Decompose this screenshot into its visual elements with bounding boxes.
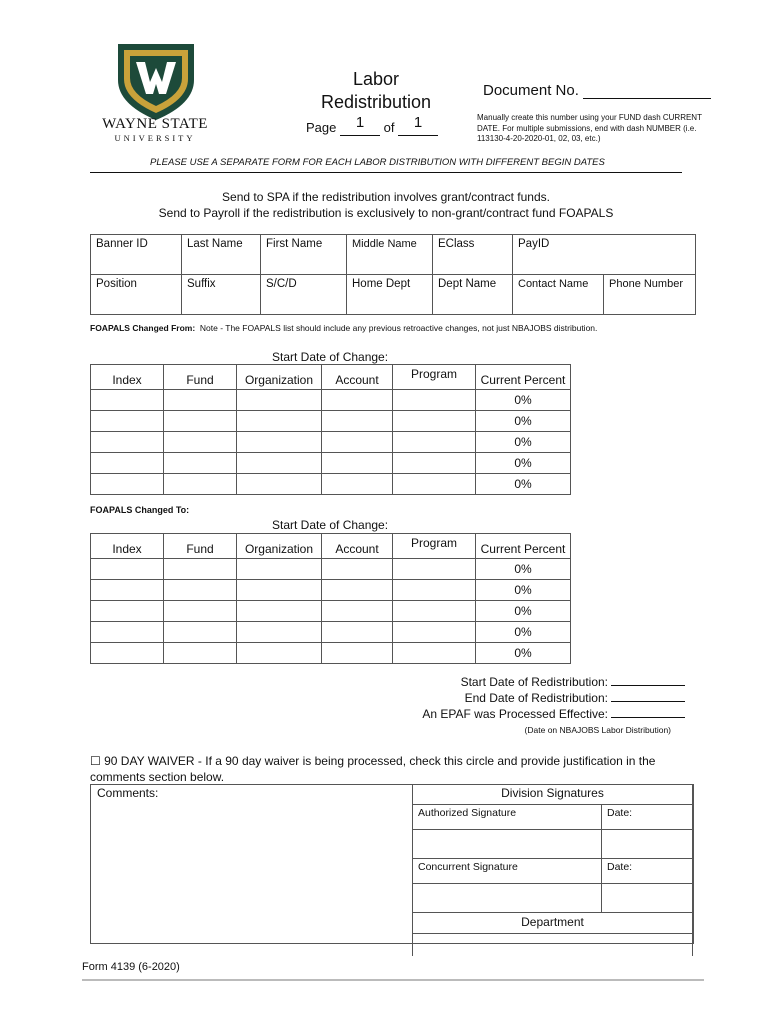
percent-cell[interactable]: 0% [476, 453, 571, 474]
field-label: Suffix [187, 278, 216, 290]
organization-cell[interactable] [237, 643, 322, 664]
percent-cell[interactable]: 0% [476, 643, 571, 664]
start-date-field[interactable] [611, 674, 685, 686]
employee-row-1 [91, 235, 696, 275]
document-number [483, 82, 711, 99]
foapals-from-table [90, 364, 571, 495]
table-row [91, 601, 571, 622]
first-name-field[interactable] [261, 235, 347, 275]
end-date-field[interactable] [611, 690, 685, 702]
epaf-label: An EPAF was Processed Effective: [422, 707, 608, 721]
department-field[interactable] [413, 934, 693, 957]
authorized-signature-label: Authorized Signature [413, 805, 602, 830]
organization-cell[interactable] [237, 622, 322, 643]
title-line-2: Redistribution [320, 92, 432, 112]
table-row [91, 474, 571, 495]
program-cell[interactable] [393, 580, 476, 601]
field-label: Contact Name [518, 278, 589, 290]
fund-cell[interactable] [164, 390, 237, 411]
division-signatures-label: Division Signatures [413, 784, 693, 805]
index-cell[interactable] [91, 601, 164, 622]
account-cell[interactable] [322, 474, 393, 495]
field-label: S/C/D [266, 278, 297, 290]
index-cell[interactable] [91, 474, 164, 495]
field-label: Banner ID [96, 238, 148, 250]
index-cell[interactable] [91, 559, 164, 580]
account-cell[interactable] [322, 453, 393, 474]
table-header [91, 534, 571, 559]
last-name-field[interactable] [182, 235, 261, 275]
foapals-from-note [90, 323, 597, 333]
epaf-date-field[interactable] [611, 706, 685, 718]
percent-cell[interactable]: 0% [476, 390, 571, 411]
authorized-date-field[interactable] [602, 830, 693, 859]
document-number-field[interactable] [583, 84, 711, 99]
page-total-field[interactable] [398, 114, 438, 136]
concurrent-date-field[interactable] [602, 884, 693, 913]
field-label: Dept Name [438, 278, 497, 290]
scd-field[interactable] [261, 275, 347, 315]
fund-cell[interactable] [164, 622, 237, 643]
eclass-field[interactable] [433, 235, 513, 275]
employee-row-2 [91, 275, 696, 315]
col-account: Account [322, 534, 393, 559]
col-program: Program [393, 534, 476, 559]
account-cell[interactable] [322, 411, 393, 432]
percent-cell[interactable]: 0% [476, 411, 571, 432]
university-name: WAYNE STATE [102, 116, 208, 132]
authorized-signature-field[interactable] [413, 830, 602, 859]
fund-cell[interactable] [164, 580, 237, 601]
university-subname: UNIVERSITY [114, 133, 196, 143]
start-date-of-change-from: Start Date of Change: [272, 350, 389, 364]
document-number-note: Manually create this number using your FUND dash CURRENT DATE. For multiple submissions, end with dash NUMBER (i.e. 113130-4-20-2020-01, 02, 03, etc.) [477, 113, 702, 143]
field-label: First Name [266, 238, 323, 250]
col-account: Account [322, 365, 393, 390]
foapals-from-label: FOAPALS Changed From: [90, 323, 196, 333]
index-cell[interactable] [91, 643, 164, 664]
table-row [91, 643, 571, 664]
table-row [91, 622, 571, 643]
field-label: Last Name [187, 238, 243, 250]
foapals-to-label: FOAPALS Changed To: [90, 505, 190, 515]
col-fund: Fund [164, 534, 237, 559]
waiver-checkbox[interactable]: ☐ [90, 754, 101, 768]
page-number: 1 [355, 114, 365, 131]
send-to-spa: Send to SPA if the redistribution involves grant/contract funds. [222, 190, 550, 204]
employee-info-table [90, 234, 696, 315]
division-header-row [413, 784, 693, 805]
table-row [91, 453, 571, 474]
foapals-note-text: Note - The FOAPALS list should include any previous retroactive changes, not just NBAJOBS distribution. [199, 323, 598, 333]
fund-cell[interactable] [164, 411, 237, 432]
document-number-label: Document No. [483, 82, 579, 99]
organization-cell[interactable] [237, 411, 322, 432]
organization-cell[interactable] [237, 474, 322, 495]
fund-cell[interactable] [164, 601, 237, 622]
field-label: Position [96, 278, 137, 290]
ninety-day-waiver [90, 753, 680, 785]
of-label: of [383, 120, 395, 135]
organization-cell[interactable] [237, 559, 322, 580]
field-label: Middle Name [352, 238, 417, 250]
program-cell[interactable] [393, 601, 476, 622]
field-label: EClass [438, 238, 475, 250]
organization-cell[interactable] [237, 580, 322, 601]
account-cell[interactable] [322, 432, 393, 453]
concurrent-date-label: Date: [602, 859, 693, 884]
table-row [91, 390, 571, 411]
start-date-row [390, 674, 685, 690]
col-current-percent: Current Percent [476, 534, 571, 559]
contact-name-field[interactable] [513, 275, 604, 315]
field-label: Phone Number [609, 278, 683, 290]
redistribution-dates [390, 674, 685, 738]
concurrent-label-row [413, 859, 693, 884]
title-line-1: Labor [352, 69, 400, 89]
organization-cell[interactable] [237, 432, 322, 453]
account-cell[interactable] [322, 601, 393, 622]
authorized-fill-row [413, 830, 693, 859]
program-cell[interactable] [393, 643, 476, 664]
start-date-of-change-to: Start Date of Change: [272, 518, 389, 532]
fund-cell[interactable] [164, 432, 237, 453]
index-cell[interactable] [91, 432, 164, 453]
program-cell[interactable] [393, 411, 476, 432]
organization-cell[interactable] [237, 453, 322, 474]
program-cell[interactable] [393, 390, 476, 411]
account-cell[interactable] [322, 643, 393, 664]
phone-number-field[interactable] [604, 275, 696, 315]
account-cell[interactable] [322, 622, 393, 643]
col-index: Index [91, 365, 164, 390]
epaf-note: (Date on NBAJOBS Labor Distribution) [524, 725, 671, 735]
percent-cell[interactable]: 0% [476, 622, 571, 643]
send-to-payroll: Send to Payroll if the redistribution is exclusively to non-grant/contract fund FOAPALS [158, 206, 614, 220]
start-date-label: Start Date of Redistribution: [460, 675, 608, 689]
epaf-row [390, 706, 685, 722]
organization-cell[interactable] [237, 601, 322, 622]
concurrent-signature-field[interactable] [413, 884, 602, 913]
col-program: Program [393, 365, 476, 390]
table-row [91, 559, 571, 580]
banner-id-field[interactable] [91, 235, 182, 275]
concurrent-fill-row [413, 884, 693, 913]
comments-label: Comments: [97, 786, 159, 800]
program-cell[interactable] [393, 453, 476, 474]
middle-name-field[interactable] [347, 235, 433, 275]
department-fill-row [413, 934, 693, 957]
fund-cell[interactable] [164, 474, 237, 495]
program-cell[interactable] [393, 559, 476, 580]
authorized-label-row [413, 805, 693, 830]
col-fund: Fund [164, 365, 237, 390]
concurrent-signature-label: Concurrent Signature [413, 859, 602, 884]
footer-divider [82, 979, 704, 981]
index-cell[interactable] [91, 390, 164, 411]
table-row [91, 432, 571, 453]
index-cell[interactable] [91, 580, 164, 601]
fund-cell[interactable] [164, 453, 237, 474]
waiver-text: 90 DAY WAIVER - If a 90 day waiver is being processed, check this circle and provide justification in the comments section below. [90, 754, 656, 784]
account-cell[interactable] [322, 580, 393, 601]
percent-cell[interactable]: 0% [476, 474, 571, 495]
position-field[interactable] [91, 275, 182, 315]
page-indicator [306, 114, 438, 136]
account-cell[interactable] [322, 390, 393, 411]
form-title [300, 68, 452, 114]
foapals-to-table [90, 533, 571, 664]
page-label: Page [306, 120, 337, 135]
index-cell[interactable] [91, 622, 164, 643]
page-total: 1 [413, 114, 423, 131]
col-index: Index [91, 534, 164, 559]
percent-cell[interactable]: 0% [476, 601, 571, 622]
table-header [91, 365, 571, 390]
table-row [91, 411, 571, 432]
dept-name-field[interactable] [433, 275, 513, 315]
field-label: Home Dept [352, 278, 411, 290]
percent-cell[interactable]: 0% [476, 432, 571, 453]
program-cell[interactable] [393, 622, 476, 643]
department-label: Department [413, 913, 693, 934]
authorized-date-label: Date: [602, 805, 693, 830]
index-cell[interactable] [91, 411, 164, 432]
payid-field[interactable] [513, 235, 696, 275]
suffix-field[interactable] [182, 275, 261, 315]
end-date-row [390, 690, 685, 706]
col-organization: Organization [237, 534, 322, 559]
division-signatures-table [412, 784, 693, 956]
send-to-instructions [90, 189, 682, 221]
divider [90, 172, 682, 173]
page-number-field[interactable] [340, 114, 380, 136]
department-label-row [413, 913, 693, 934]
home-dept-field[interactable] [347, 275, 433, 315]
fund-cell[interactable] [164, 559, 237, 580]
separate-form-banner: PLEASE USE A SEPARATE FORM FOR EACH LABOR DISTRIBUTION WITH DIFFERENT BEGIN DATES [150, 157, 605, 168]
account-cell[interactable] [322, 559, 393, 580]
percent-cell[interactable]: 0% [476, 559, 571, 580]
col-organization: Organization [237, 365, 322, 390]
percent-cell[interactable]: 0% [476, 580, 571, 601]
program-cell[interactable] [393, 474, 476, 495]
end-date-label: End Date of Redistribution: [464, 691, 608, 705]
field-label: PayID [518, 238, 550, 250]
col-current-percent: Current Percent [476, 365, 571, 390]
form-number: Form 4139 (6-2020) [82, 961, 180, 973]
program-cell[interactable] [393, 432, 476, 453]
organization-cell[interactable] [237, 390, 322, 411]
index-cell[interactable] [91, 453, 164, 474]
table-row [91, 580, 571, 601]
fund-cell[interactable] [164, 643, 237, 664]
